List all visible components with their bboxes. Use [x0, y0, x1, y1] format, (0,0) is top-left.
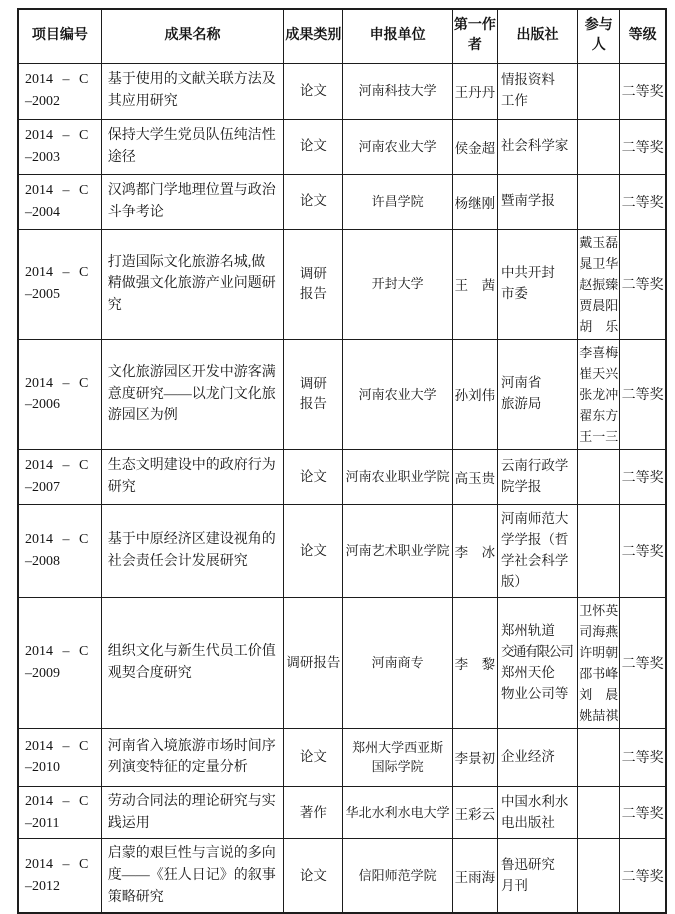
publisher-cell [497, 449, 577, 504]
participants-cell [578, 504, 620, 597]
category-cell [284, 63, 343, 119]
project-code-cell [18, 174, 101, 229]
unit-cell [343, 339, 452, 449]
category-line: 论文 [299, 82, 327, 98]
project-code-line: 2014 – C [25, 182, 89, 198]
participants-cell [578, 786, 620, 838]
grade-text: 二等奖 [621, 656, 664, 672]
publisher-cell [497, 339, 577, 449]
grade-cell [620, 728, 666, 786]
column-header-label: 等级 [628, 28, 657, 44]
author-name: 高玉贵 [454, 470, 496, 486]
author-cell [452, 504, 497, 597]
unit-line: 河南农业大学 [358, 138, 437, 154]
author-cell [452, 728, 497, 786]
column-header-title [101, 9, 284, 63]
publisher-line: 学社会科学 [500, 552, 569, 568]
author-cell [452, 229, 497, 339]
author-name: 李景初 [454, 751, 496, 767]
project-code-line: –2009 [25, 665, 60, 681]
publisher-cell [497, 597, 577, 728]
grade-cell [620, 174, 666, 229]
table-row [18, 174, 666, 229]
grade-text: 二等奖 [621, 388, 664, 404]
project-code-cell [18, 339, 101, 449]
publisher-line: 旅游局 [500, 396, 542, 412]
publisher-line: 月刊 [500, 877, 528, 893]
participant-name: 王一三 [579, 428, 619, 444]
project-code-line: –2004 [25, 204, 60, 220]
publisher-line: 河南师范大 [500, 510, 569, 526]
participants-cell [578, 63, 620, 119]
publisher-line: 郑州天伦 [500, 664, 555, 680]
participants-cell [578, 229, 620, 339]
category-line: 调研报告 [286, 654, 341, 670]
grade-cell [620, 504, 666, 597]
unit-cell [343, 229, 452, 339]
participant-name: 胡 乐 [579, 318, 619, 334]
project-code-cell [18, 839, 101, 914]
participant-name: 姚喆祺 [579, 707, 619, 723]
project-code-line: –2002 [25, 94, 60, 109]
category-line: 报告 [299, 396, 327, 412]
project-code-line: 2014 – C [25, 857, 89, 873]
unit-line: 河南科技大学 [358, 83, 437, 99]
project-code-line: –2003 [25, 149, 60, 165]
table-header-row [18, 9, 666, 63]
category-cell [284, 728, 343, 786]
publisher-line: 企业经济 [500, 748, 555, 764]
publisher-line: 版） [500, 573, 528, 589]
author-cell [452, 339, 497, 449]
column-header-label: 申报单位 [369, 28, 426, 44]
publisher-line: 社会科学家 [500, 138, 569, 154]
category-line: 论文 [299, 193, 327, 209]
project-code-line: –2012 [25, 878, 60, 894]
grade-cell [620, 119, 666, 174]
author-name: 孙刘伟 [454, 388, 496, 404]
project-code-line: –2006 [25, 397, 60, 413]
unit-cell [343, 504, 452, 597]
category-line: 调研 [299, 265, 327, 281]
category-line: 著作 [299, 804, 327, 820]
unit-cell [343, 119, 452, 174]
column-header-label: 项目编号 [31, 28, 88, 44]
participant-name: 司海燕 [579, 623, 619, 639]
table-row [18, 63, 666, 119]
author-cell [452, 174, 497, 229]
column-header-category [284, 9, 343, 63]
unit-cell [343, 449, 452, 504]
unit-cell [343, 728, 452, 786]
author-name: 李 冰 [454, 544, 496, 560]
participant-name: 崔天兴 [579, 365, 619, 381]
title-text: 保持大学生党员队伍纯洁性途径 [107, 127, 276, 165]
publisher-line: 情报资料 [500, 72, 555, 88]
publisher-cell [497, 229, 577, 339]
category-cell [284, 504, 343, 597]
grade-text: 二等奖 [621, 806, 664, 822]
publisher-line: 工作 [500, 93, 528, 108]
author-name: 李 黎 [454, 656, 496, 672]
publisher-line: 交通有限公司 [500, 643, 573, 659]
grade-cell [620, 786, 666, 838]
author-cell [452, 786, 497, 838]
participants-cell [578, 339, 620, 449]
grade-cell [620, 449, 666, 504]
title-cell [101, 63, 284, 119]
title-text: 河南省入境旅游市场时间序列演变特征的定量分析 [107, 738, 276, 776]
participants-cell [578, 839, 620, 914]
unit-line: 河南农业大学 [358, 386, 437, 402]
participant-name: 晁卫华 [579, 255, 619, 271]
publisher-line: 中国水利水 [500, 793, 569, 809]
participant-name: 邵书峰 [579, 665, 619, 681]
table-row [18, 119, 666, 174]
unit-line: 河南艺术职业学院 [345, 543, 450, 559]
participant-name: 戴玉磊 [579, 234, 619, 250]
unit-line: 国际学院 [371, 759, 424, 775]
author-name: 侯金超 [454, 140, 496, 156]
participant-name: 李喜梅 [579, 344, 619, 360]
unit-line: 许昌学院 [371, 193, 424, 209]
column-header-label: 成果类别 [285, 28, 342, 44]
author-name: 王丹丹 [454, 85, 496, 100]
table-row [18, 728, 666, 786]
participant-name: 许明朝 [579, 644, 619, 660]
category-line: 论文 [299, 542, 327, 558]
title-cell [101, 597, 284, 728]
project-code-line: 2014 – C [25, 458, 89, 474]
publisher-cell [497, 119, 577, 174]
publisher-line: 郑州轨道 [500, 622, 555, 638]
table-row [18, 839, 666, 914]
project-code-cell [18, 449, 101, 504]
unit-line: 河南商专 [371, 655, 424, 671]
title-cell [101, 119, 284, 174]
column-header-label: 第一作者 [453, 17, 496, 54]
grade-cell [620, 339, 666, 449]
publisher-line: 院学报 [500, 478, 542, 494]
author-cell [452, 449, 497, 504]
category-cell [284, 174, 343, 229]
grade-cell [620, 63, 666, 119]
category-line: 论文 [299, 468, 327, 484]
participants-cell [578, 597, 620, 728]
column-header-publisher [497, 9, 577, 63]
title-text: 启蒙的艰巨性与言说的多向度——《狂人日记》的叙事策略研究 [107, 846, 276, 905]
participant-name: 赵振臻 [579, 276, 619, 292]
column-header-label: 参与人 [584, 17, 613, 54]
column-header-code [18, 9, 101, 63]
project-code-cell [18, 728, 101, 786]
publisher-line: 鲁迅研究 [500, 856, 555, 872]
category-line: 论文 [299, 749, 327, 765]
publisher-line: 河南省 [500, 375, 542, 391]
grade-text: 二等奖 [621, 751, 664, 767]
title-text: 汉鸿都门学地理位置与政治斗争考论 [107, 182, 276, 220]
participant-name: 刘 晨 [579, 686, 619, 702]
title-cell [101, 229, 284, 339]
publisher-line: 云南行政学 [500, 458, 569, 474]
participants-cell [578, 119, 620, 174]
unit-cell [343, 839, 452, 914]
project-code-line: 2014 – C [25, 532, 89, 548]
category-cell [284, 786, 343, 838]
column-header-grade [620, 9, 666, 63]
publisher-line: 学学报（哲 [500, 531, 569, 547]
unit-line: 郑州大学西亚斯 [352, 739, 444, 755]
category-cell [284, 839, 343, 914]
author-name: 王雨海 [454, 869, 496, 885]
category-line: 论文 [299, 867, 327, 883]
unit-cell [343, 786, 452, 838]
category-cell [284, 119, 343, 174]
title-cell [101, 728, 284, 786]
project-code-line: 2014 – C [25, 72, 89, 88]
unit-cell [343, 63, 452, 119]
project-code-cell [18, 504, 101, 597]
project-code-cell [18, 597, 101, 728]
participant-name: 卫怀英 [579, 602, 619, 618]
category-cell [284, 597, 343, 728]
grade-text: 二等奖 [621, 195, 664, 211]
publisher-cell [497, 786, 577, 838]
grade-cell [620, 597, 666, 728]
title-text: 劳动合同法的理论研究与实践运用 [107, 793, 276, 831]
awards-table [17, 8, 667, 914]
unit-line: 河南农业职业学院 [345, 469, 450, 485]
title-text: 生态文明建设中的政府行为研究 [107, 458, 276, 495]
title-cell [101, 449, 284, 504]
publisher-cell [497, 839, 577, 914]
column-header-unit [343, 9, 452, 63]
grade-text: 二等奖 [621, 85, 664, 100]
category-cell [284, 229, 343, 339]
participants-cell [578, 728, 620, 786]
grade-text: 二等奖 [621, 278, 664, 294]
participant-name: 贾晨阳 [579, 297, 619, 313]
author-name: 王彩云 [454, 806, 496, 822]
project-code-line: –2011 [25, 815, 60, 831]
publisher-line: 暨南学报 [500, 193, 555, 209]
table-row [18, 229, 666, 339]
title-text: 基于使用的文献关联方法及其应用研究 [107, 72, 276, 109]
participant-name: 翟东方 [579, 407, 619, 423]
column-header-participants [578, 9, 620, 63]
author-cell [452, 839, 497, 914]
title-cell [101, 839, 284, 914]
column-header-label: 成果名称 [164, 28, 221, 44]
unit-line: 信阳师范学院 [358, 868, 437, 884]
category-cell [284, 449, 343, 504]
participants-cell [578, 449, 620, 504]
author-cell [452, 597, 497, 728]
publisher-line: 中共开封 [500, 265, 555, 281]
category-cell [284, 339, 343, 449]
project-code-line: 2014 – C [25, 793, 89, 809]
category-line: 论文 [299, 138, 327, 154]
unit-line: 华北水利水电大学 [345, 804, 450, 820]
unit-cell [343, 174, 452, 229]
title-cell [101, 339, 284, 449]
table-row [18, 597, 666, 728]
publisher-cell [497, 63, 577, 119]
project-code-line: –2008 [25, 553, 60, 569]
project-code-cell [18, 786, 101, 838]
project-code-line: 2014 – C [25, 127, 89, 143]
table-row [18, 786, 666, 838]
author-cell [452, 119, 497, 174]
project-code-line: –2005 [25, 287, 60, 303]
author-name: 杨继刚 [454, 195, 496, 211]
column-header-author [452, 9, 497, 63]
title-text: 文化旅游园区开发中游客满意度研究——以龙门文化旅游园区为例 [107, 364, 276, 424]
publisher-cell [497, 728, 577, 786]
unit-cell [343, 597, 452, 728]
category-line: 调研 [299, 376, 327, 392]
project-code-line: 2014 – C [25, 375, 89, 391]
grade-text: 二等奖 [621, 140, 664, 156]
publisher-line: 物业公司等 [500, 685, 569, 701]
category-line: 报告 [299, 286, 327, 302]
title-text: 组织文化与新生代员工价值观契合度研究 [107, 644, 276, 681]
publisher-cell [497, 504, 577, 597]
project-code-line: 2014 – C [25, 265, 89, 281]
publisher-line: 市委 [500, 286, 528, 302]
unit-line: 开封大学 [371, 276, 424, 292]
title-text: 打造国际文化旅游名城,做精做强文化旅游产业问题研究 [107, 254, 276, 313]
project-code-line: 2014 – C [25, 644, 89, 660]
publisher-line: 电出版社 [500, 814, 555, 830]
grade-cell [620, 229, 666, 339]
project-code-cell [18, 63, 101, 119]
title-cell [101, 504, 284, 597]
participants-cell [578, 174, 620, 229]
title-cell [101, 174, 284, 229]
project-code-line: –2010 [25, 760, 60, 776]
project-code-line: –2007 [25, 479, 60, 495]
title-cell [101, 786, 284, 838]
publisher-cell [497, 174, 577, 229]
table-row [18, 339, 666, 449]
grade-cell [620, 839, 666, 914]
project-code-line: 2014 – C [25, 738, 89, 754]
table-row [18, 449, 666, 504]
project-code-cell [18, 229, 101, 339]
column-header-label: 出版社 [516, 28, 559, 44]
author-cell [452, 63, 497, 119]
author-name: 王 茜 [454, 278, 496, 294]
table-row [18, 504, 666, 597]
project-code-cell [18, 119, 101, 174]
grade-text: 二等奖 [621, 869, 664, 885]
participant-name: 张龙冲 [579, 386, 619, 402]
grade-text: 二等奖 [621, 470, 664, 486]
grade-text: 二等奖 [621, 544, 664, 560]
title-text: 基于中原经济区建设视角的社会责任会计发展研究 [107, 532, 276, 569]
